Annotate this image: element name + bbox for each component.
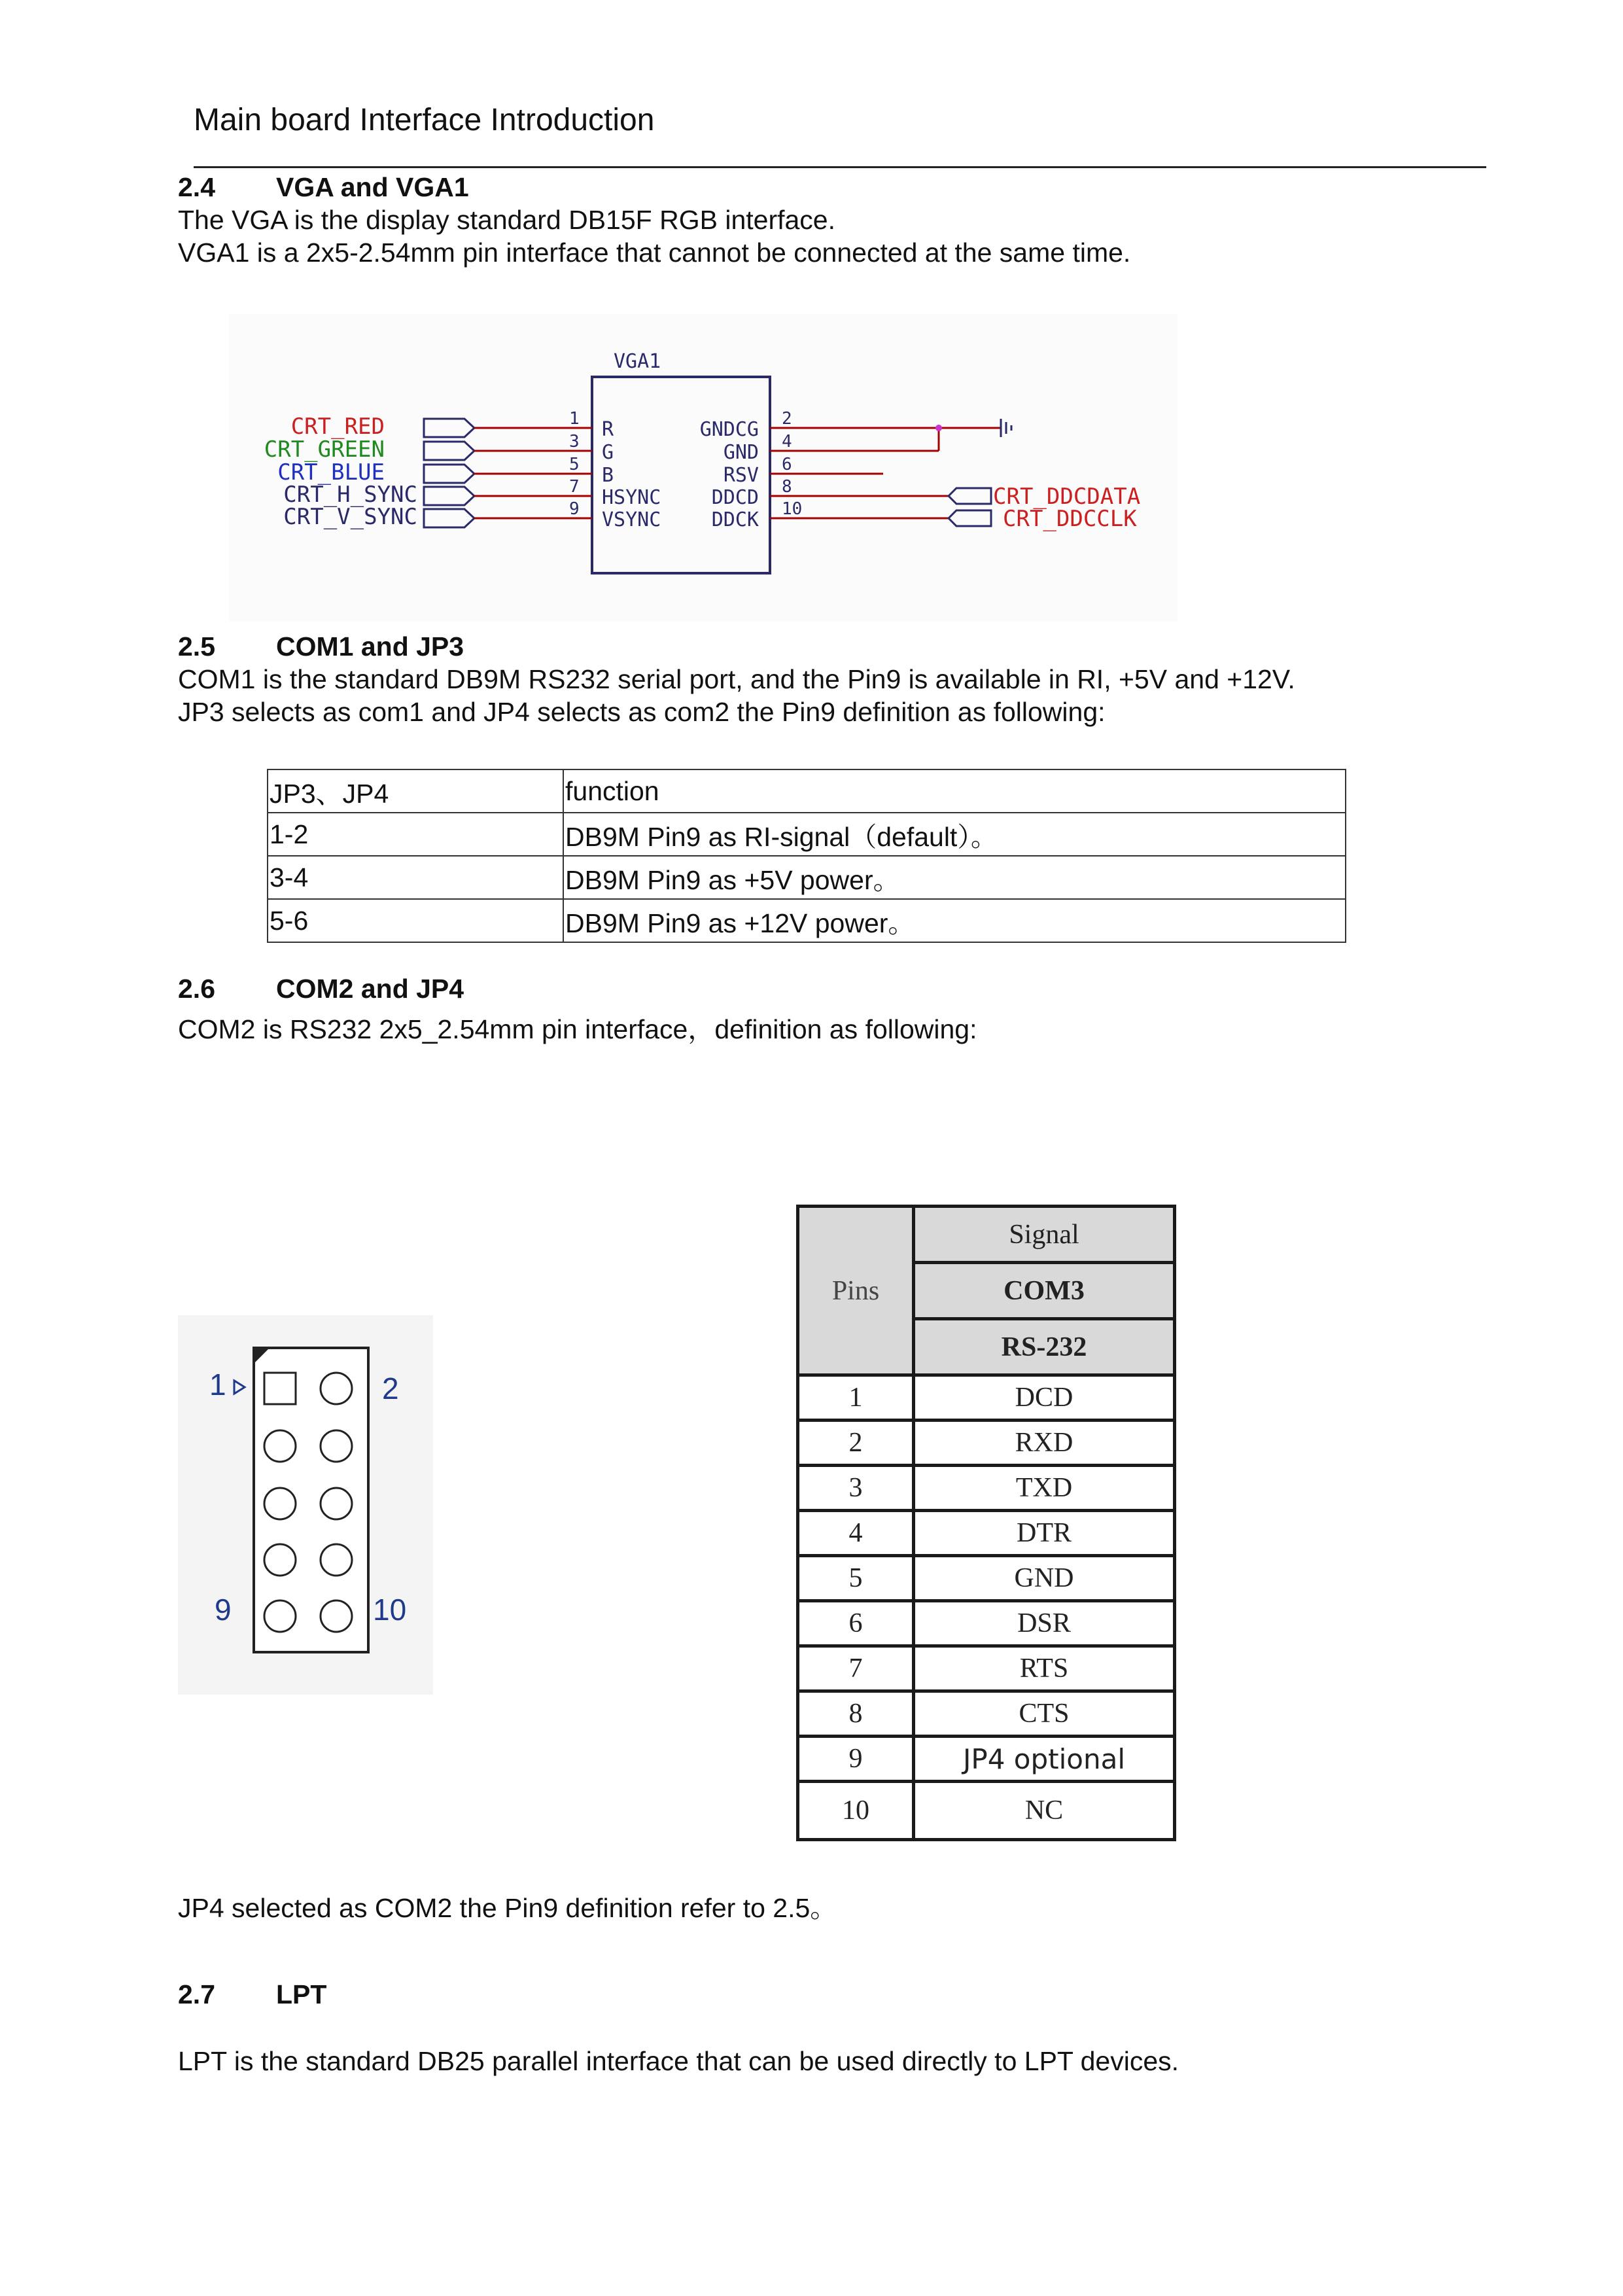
port-flag: [949, 488, 991, 504]
vga1-schematic: [229, 314, 1178, 622]
port-flag: [424, 419, 474, 437]
pin-name: VSYNC: [602, 508, 661, 531]
table-row: [798, 1782, 1175, 1840]
pin-name: B: [602, 464, 614, 487]
page-header-title: Main board Interface Introduction: [194, 103, 655, 137]
section-title: COM2 and JP4: [276, 974, 464, 1004]
section-title: COM1 and JP3: [276, 631, 464, 662]
table-cell: 1: [798, 1375, 914, 1421]
pin-number: 6: [782, 455, 792, 474]
table-row: [268, 899, 1346, 942]
pin-number: 9: [569, 499, 580, 519]
table-cell: 10: [798, 1782, 914, 1840]
pin-number: 10: [782, 499, 803, 519]
table-cell: CTS: [914, 1691, 1175, 1737]
pin-name: DDCD: [711, 486, 759, 509]
table-row: [798, 1737, 1175, 1782]
paragraph: VGA1 is a 2x5-2.54mm pin interface that cannot be connected at the same time.: [178, 238, 1131, 268]
net-label: CRT_GREEN: [264, 436, 385, 463]
table-row: [268, 856, 1346, 899]
pin-number: 5: [569, 455, 580, 474]
net-label: CRT_V_SYNC: [283, 504, 417, 530]
table-header-row: [798, 1207, 1175, 1263]
net-label: CRT_DDCCLK: [1003, 506, 1137, 532]
table-header-cell: COM3: [914, 1263, 1175, 1319]
port-flag: [424, 509, 474, 527]
table-row: [798, 1466, 1175, 1511]
net-label: CRT_DDCDATA: [993, 484, 1141, 510]
table-cell: DSR: [914, 1601, 1175, 1646]
port-flag: [424, 442, 474, 460]
pin-name: R: [602, 418, 614, 441]
section-title: VGA and VGA1: [276, 172, 469, 202]
port-flag: [949, 510, 991, 526]
table-cell: 7: [798, 1646, 914, 1691]
net-label: CRT_H_SYNC: [283, 482, 417, 508]
net-label: CRT_RED: [290, 414, 385, 440]
schematic-drawing: [229, 314, 1178, 622]
arrow-icon: [234, 1381, 245, 1394]
table-header-cell: RS-232: [914, 1319, 1175, 1375]
net-label: CRT_BLUE: [277, 459, 385, 486]
port-flag: [424, 465, 474, 483]
paragraph: JP3 selects as com1 and JP4 selects as com2 the Pin9 definition as following:: [178, 697, 1106, 727]
pin-number: 4: [782, 432, 792, 451]
table-row: [798, 1556, 1175, 1601]
table-header-row: [268, 769, 1346, 813]
pin-label: 10: [373, 1593, 407, 1627]
pin-name: GND: [723, 441, 759, 464]
pin-name: RSV: [723, 464, 759, 487]
com-signal-table: [796, 1205, 1176, 1841]
table-cell: 3-4: [268, 856, 563, 899]
table-cell: 3: [798, 1466, 914, 1511]
table-row: [798, 1601, 1175, 1646]
table-cell: 5: [798, 1556, 914, 1601]
section-number: 2.4: [178, 172, 215, 202]
pin-number: 3: [569, 432, 580, 451]
pin-label: 2: [382, 1371, 399, 1405]
table-row: [798, 1691, 1175, 1737]
pin-name: GNDCG: [699, 418, 759, 441]
table-header-cell: Pins: [798, 1207, 914, 1375]
table-cell: 8: [798, 1691, 914, 1737]
note-paragraph: JP4 selected as COM2 the Pin9 definition refer to 2.5。: [178, 1893, 837, 1923]
table-header-cell: function: [563, 769, 1346, 813]
paragraph: LPT is the standard DB25 parallel interface that can be used directly to LPT devices.: [178, 2046, 1179, 2076]
table-cell: DB9M Pin9 as RI-signal（default）。: [563, 813, 1346, 856]
chip-label: VGA1: [614, 350, 661, 373]
table-cell: 9: [798, 1737, 914, 1782]
left-nets: [264, 409, 661, 531]
table-row: [798, 1375, 1175, 1421]
table-cell: RTS: [914, 1646, 1175, 1691]
paragraph: COM1 is the standard DB9M RS232 serial port, and the Pin9 is available in RI, +5V and +12V.: [178, 664, 1295, 694]
table-header-cell: Signal: [914, 1207, 1175, 1263]
table-cell: RXD: [914, 1421, 1175, 1466]
table-cell: NC: [914, 1782, 1175, 1840]
table-cell: DCD: [914, 1375, 1175, 1421]
table-cell: 1-2: [268, 813, 563, 856]
table-cell: 4: [798, 1511, 914, 1556]
table-row: [798, 1421, 1175, 1466]
right-nets: [700, 409, 1140, 532]
table-cell: GND: [914, 1556, 1175, 1601]
paragraph: The VGA is the display standard DB15F RGB interface.: [178, 205, 835, 235]
pin-name: HSYNC: [602, 486, 661, 509]
pin-name: G: [602, 441, 614, 464]
pin-name: DDCK: [711, 508, 759, 531]
table-cell: DB9M Pin9 as +5V power。: [563, 856, 1346, 899]
table-cell: 2: [798, 1421, 914, 1466]
pin-number: 7: [569, 477, 580, 497]
port-flag: [424, 487, 474, 505]
section-number: 2.7: [178, 1979, 215, 2009]
table-cell: TXD: [914, 1466, 1175, 1511]
table-cell: JP4 optional: [914, 1737, 1175, 1782]
header-divider: [194, 166, 1486, 168]
junction-dot: [935, 425, 942, 431]
table-cell: 6: [798, 1601, 914, 1646]
table-cell: DB9M Pin9 as +12V power。: [563, 899, 1346, 942]
table-cell: 5-6: [268, 899, 563, 942]
pin-number: 1: [569, 409, 580, 429]
table-row: [798, 1646, 1175, 1691]
table-header-cell: JP3、JP4: [268, 769, 563, 813]
table-row: [268, 813, 1346, 856]
section-title: LPT: [276, 1979, 327, 2009]
section-number: 2.5: [178, 631, 215, 662]
pin-label: 9: [215, 1593, 232, 1627]
table-cell: DTR: [914, 1511, 1175, 1556]
pin-label: 1: [209, 1368, 226, 1402]
table-row: [798, 1511, 1175, 1556]
pin-number: 8: [782, 477, 792, 497]
paragraph: COM2 is RS232 2x5_2.54mm pin interface，definition as following:: [178, 1014, 977, 1044]
jumper-table: [267, 769, 1346, 943]
pin-header-diagram: [178, 1315, 433, 1695]
section-number: 2.6: [178, 974, 215, 1004]
pin-number: 2: [782, 409, 792, 429]
